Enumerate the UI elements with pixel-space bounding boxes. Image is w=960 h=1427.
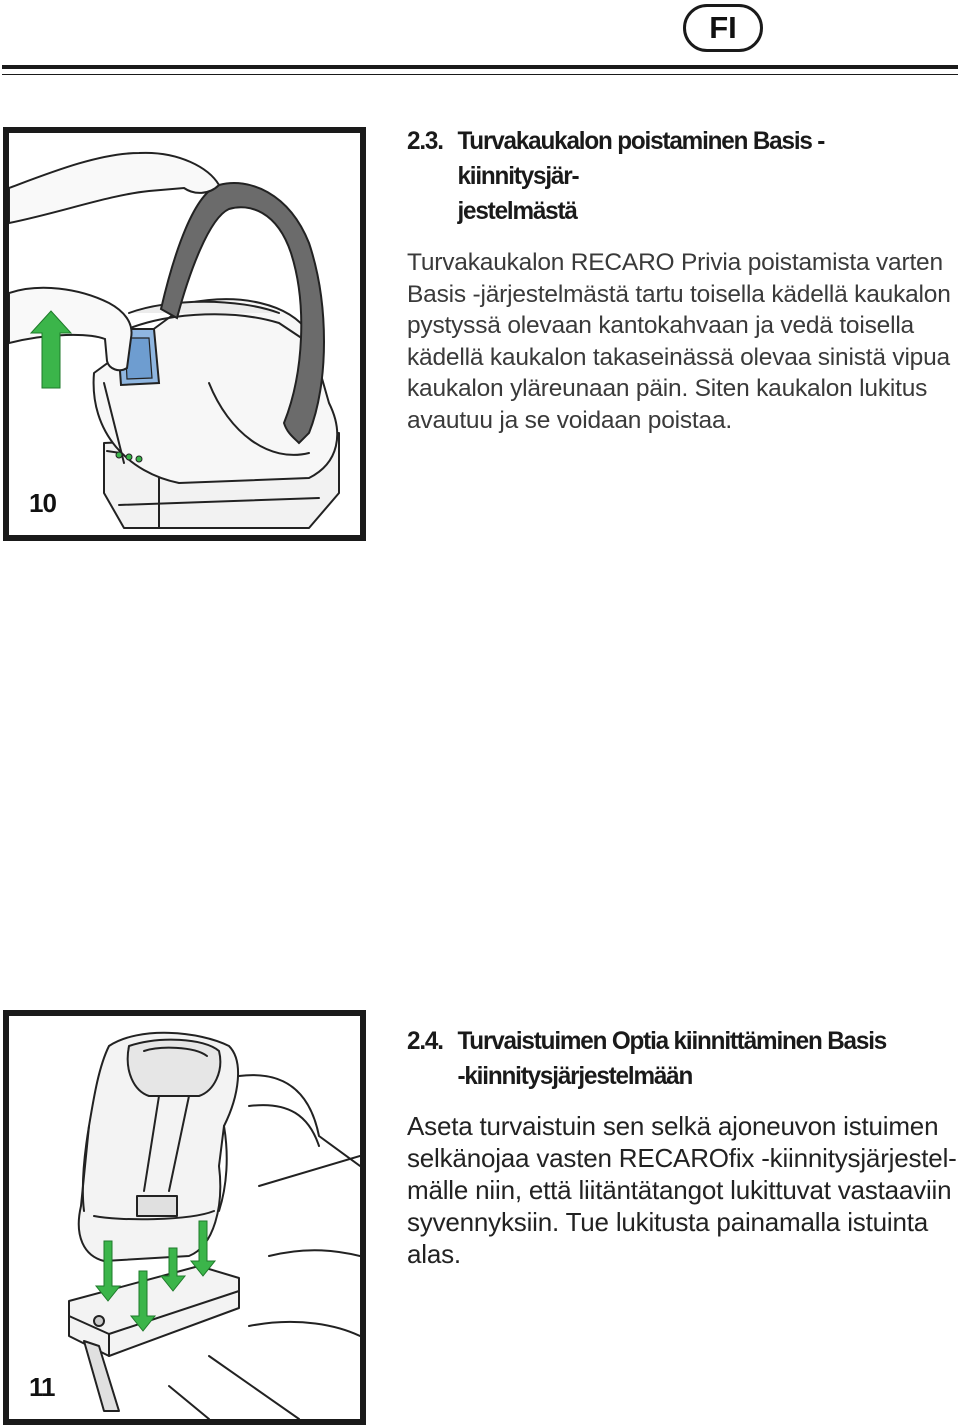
section-title: [457, 124, 940, 229]
section-title-line1: Turvakaukalon poistaminen Basis -kiinnitysjär-: [457, 127, 825, 190]
section-title-line1: Turvaistuimen Optia kiinnittäminen Basis: [457, 1027, 887, 1055]
section-title-line2: -kiinnitysjärjestelmään: [457, 1062, 693, 1090]
infant-carrier-removal-illustration: [9, 133, 360, 535]
figure-11: [3, 1010, 366, 1425]
language-badge: [683, 4, 763, 52]
child-seat-installation-illustration: [9, 1016, 360, 1419]
section-2-3: [407, 124, 957, 436]
figure-number: 10: [29, 488, 56, 518]
section-title-line2: jestelmästä: [457, 197, 577, 225]
language-code: FI: [709, 10, 737, 45]
header-rule-thin: [2, 74, 958, 75]
section-heading: [407, 124, 941, 229]
section-number: 2.4.: [407, 1027, 443, 1055]
header-rule-thick: [2, 65, 958, 69]
figure-number: 11: [29, 1372, 55, 1402]
section-2-4: [407, 1024, 957, 1270]
figure-10: [3, 127, 366, 541]
section-title: [457, 1024, 940, 1094]
section-number: 2.3.: [407, 127, 443, 155]
section-body: Turvakaukalon RECARO Privia poistamista varten Basis -järjestelmästä tartu toisella kädellä kaukalon pystyssä olevaan kantokahvaan ja vedä toisella kädellä kaukalon takaseinässä olevaa sinistä vipua kaukalon yläreunaan päin. Siten kaukalon lukitus avautuu ja se voidaan poistaa.: [407, 249, 951, 434]
section-body: Aseta turvaistuin sen selkä ajoneuvon istuimen selkänojaa vasten RECAROfix -kiinnitysjärjestel-mälle niin, että liitäntätangot lukittuvat vastaaviin syvennyksiin. Tue lukitusta painamalla istuinta alas.: [407, 1111, 957, 1269]
section-heading: [407, 1024, 941, 1094]
